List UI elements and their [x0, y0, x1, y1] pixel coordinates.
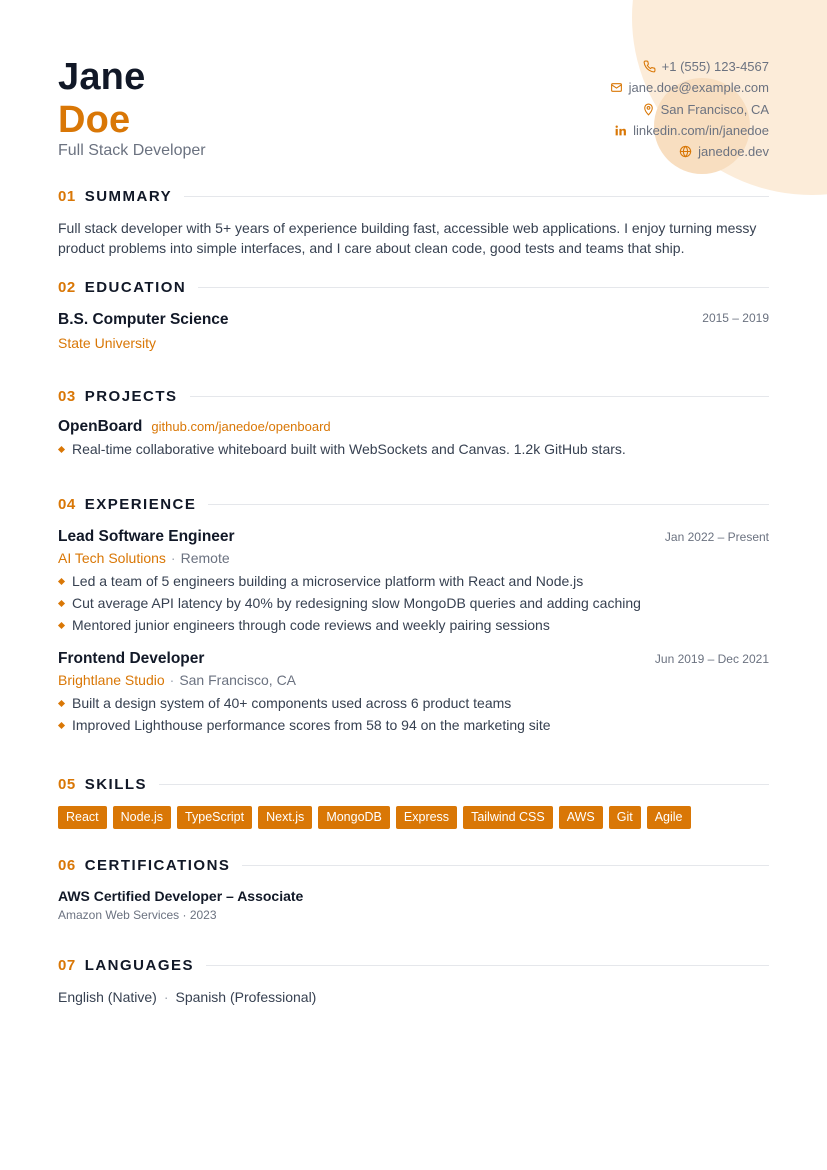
- section-title: PROJECTS: [84, 387, 178, 405]
- contact-phone: [610, 56, 769, 77]
- company-name: AI Tech Solutions: [58, 550, 166, 566]
- resume-header: [58, 0, 769, 180]
- project-bullets: [58, 438, 769, 460]
- education-section: [58, 277, 769, 351]
- globe-icon: [679, 145, 692, 158]
- section-divider: [159, 784, 769, 785]
- school: State University: [58, 335, 157, 351]
- section-number: 03: [58, 387, 76, 405]
- last-name: Doe: [58, 99, 131, 141]
- job-role: Full Stack Developer: [58, 142, 206, 159]
- section-divider: [206, 965, 769, 966]
- skill-tag: Agile: [647, 806, 691, 829]
- job-location: Remote: [180, 550, 230, 566]
- project-link[interactable]: github.com/janedoe/openboard: [151, 419, 331, 434]
- job-title: Frontend Developer: [58, 650, 205, 667]
- section-divider: [198, 287, 769, 288]
- section-title: EXPERIENCE: [84, 495, 197, 513]
- section-divider: [242, 865, 769, 866]
- section-header: [58, 386, 769, 406]
- job-title: Lead Software Engineer: [58, 528, 235, 545]
- contact-linkedin[interactable]: [610, 120, 769, 141]
- contact-email-text: jane.doe@example.com: [628, 80, 769, 96]
- certification-name: AWS Certified Developer – Associate: [58, 888, 304, 904]
- company-name: Brightlane Studio: [58, 672, 165, 688]
- contact-website[interactable]: [610, 141, 769, 162]
- job-org-line: [58, 550, 769, 566]
- separator-dot: ·: [170, 550, 176, 566]
- job-org-line: [58, 672, 769, 688]
- section-header: [58, 494, 769, 514]
- skill-tag: Next.js: [258, 806, 312, 829]
- section-header: [58, 855, 769, 875]
- project-header: [58, 418, 769, 436]
- skills-section: [58, 774, 769, 829]
- separator-dot: ·: [163, 989, 169, 1005]
- mail-icon: [610, 81, 623, 94]
- list-item: Mentored junior engineers through code reviews and weekly pairing sessions: [58, 614, 769, 636]
- section-header: [58, 277, 769, 297]
- project-name: OpenBoard: [58, 418, 143, 435]
- section-header: [58, 955, 769, 975]
- phone-icon: [643, 60, 656, 73]
- certification-entry: [58, 888, 769, 922]
- contact-website-text: janedoe.dev: [698, 144, 769, 160]
- contact-location: [610, 99, 769, 120]
- skill-tag: Git: [609, 806, 641, 829]
- project-entry: [58, 418, 769, 460]
- list-item: Cut average API latency by 40% by redesigning slow MongoDB queries and adding caching: [58, 592, 769, 614]
- section-number: 06: [58, 856, 76, 874]
- section-title: SKILLS: [84, 775, 148, 793]
- language-item: English (Native): [58, 989, 157, 1005]
- languages-section: [58, 955, 769, 1005]
- job-dates: Jun 2019 – Dec 2021: [654, 652, 769, 666]
- section-header: [58, 186, 769, 206]
- certifications-section: [58, 855, 769, 922]
- section-divider: [184, 196, 769, 197]
- section-number: 07: [58, 956, 76, 974]
- section-number: 02: [58, 278, 76, 296]
- skill-tag: Node.js: [113, 806, 171, 829]
- linkedin-icon: [614, 124, 627, 137]
- resume-page: [58, 0, 769, 1005]
- summary-section: [58, 186, 769, 258]
- skill-tag: AWS: [559, 806, 603, 829]
- job-bullets: [58, 570, 769, 636]
- skill-tag: React: [58, 806, 107, 829]
- degree: B.S. Computer Science: [58, 311, 229, 328]
- skill-tag: MongoDB: [318, 806, 390, 829]
- list-item: Led a team of 5 engineers building a microservice platform with React and Node.js: [58, 570, 769, 592]
- education-dates: 2015 – 2019: [702, 311, 769, 325]
- contact-email[interactable]: [610, 77, 769, 98]
- skill-tag: Tailwind CSS: [463, 806, 553, 829]
- separator-dot: ·: [169, 672, 175, 688]
- job-bullets: [58, 692, 769, 736]
- skill-tags: [58, 806, 769, 829]
- job-location: San Francisco, CA: [179, 672, 297, 688]
- location-pin-icon: [642, 103, 655, 116]
- list-item: Real-time collaborative whiteboard built with WebSockets and Canvas. 1.2k GitHub stars.: [58, 438, 769, 460]
- section-header: [58, 774, 769, 794]
- experience-entry: [58, 650, 769, 736]
- section-number: 04: [58, 495, 76, 513]
- experience-entry: [58, 528, 769, 636]
- skill-tag: TypeScript: [177, 806, 252, 829]
- first-name: Jane: [58, 56, 146, 98]
- contact-location-text: San Francisco, CA: [660, 101, 769, 117]
- section-divider: [190, 396, 769, 397]
- section-number: 05: [58, 775, 76, 793]
- summary-text: Full stack developer with 5+ years of experience building fast, accessible web applications. I enjoy turning messy product problems into simple interfaces, and I care about clean code, good tests and teams that ship.: [58, 220, 757, 256]
- list-item: Built a design system of 40+ components used across 6 product teams: [58, 692, 769, 714]
- experience-section: [58, 494, 769, 736]
- section-divider: [208, 504, 769, 505]
- section-title: SUMMARY: [84, 187, 173, 205]
- contact-list: [610, 56, 769, 162]
- section-title: LANGUAGES: [84, 956, 195, 974]
- section-title: EDUCATION: [84, 278, 187, 296]
- certification-meta: Amazon Web Services · 2023: [58, 908, 217, 922]
- languages-list: [58, 989, 769, 1005]
- contact-phone-text: +1 (555) 123-4567: [661, 59, 769, 75]
- contact-linkedin-text: linkedin.com/in/janedoe: [633, 123, 769, 139]
- projects-section: [58, 386, 769, 460]
- job-dates: Jan 2022 – Present: [664, 530, 769, 544]
- education-entry: [58, 311, 769, 351]
- skill-tag: Express: [396, 806, 457, 829]
- list-item: Improved Lighthouse performance scores from 58 to 94 on the marketing site: [58, 714, 769, 736]
- section-number: 01: [58, 187, 76, 205]
- section-title: CERTIFICATIONS: [84, 856, 231, 874]
- language-item: Spanish (Professional): [175, 989, 317, 1005]
